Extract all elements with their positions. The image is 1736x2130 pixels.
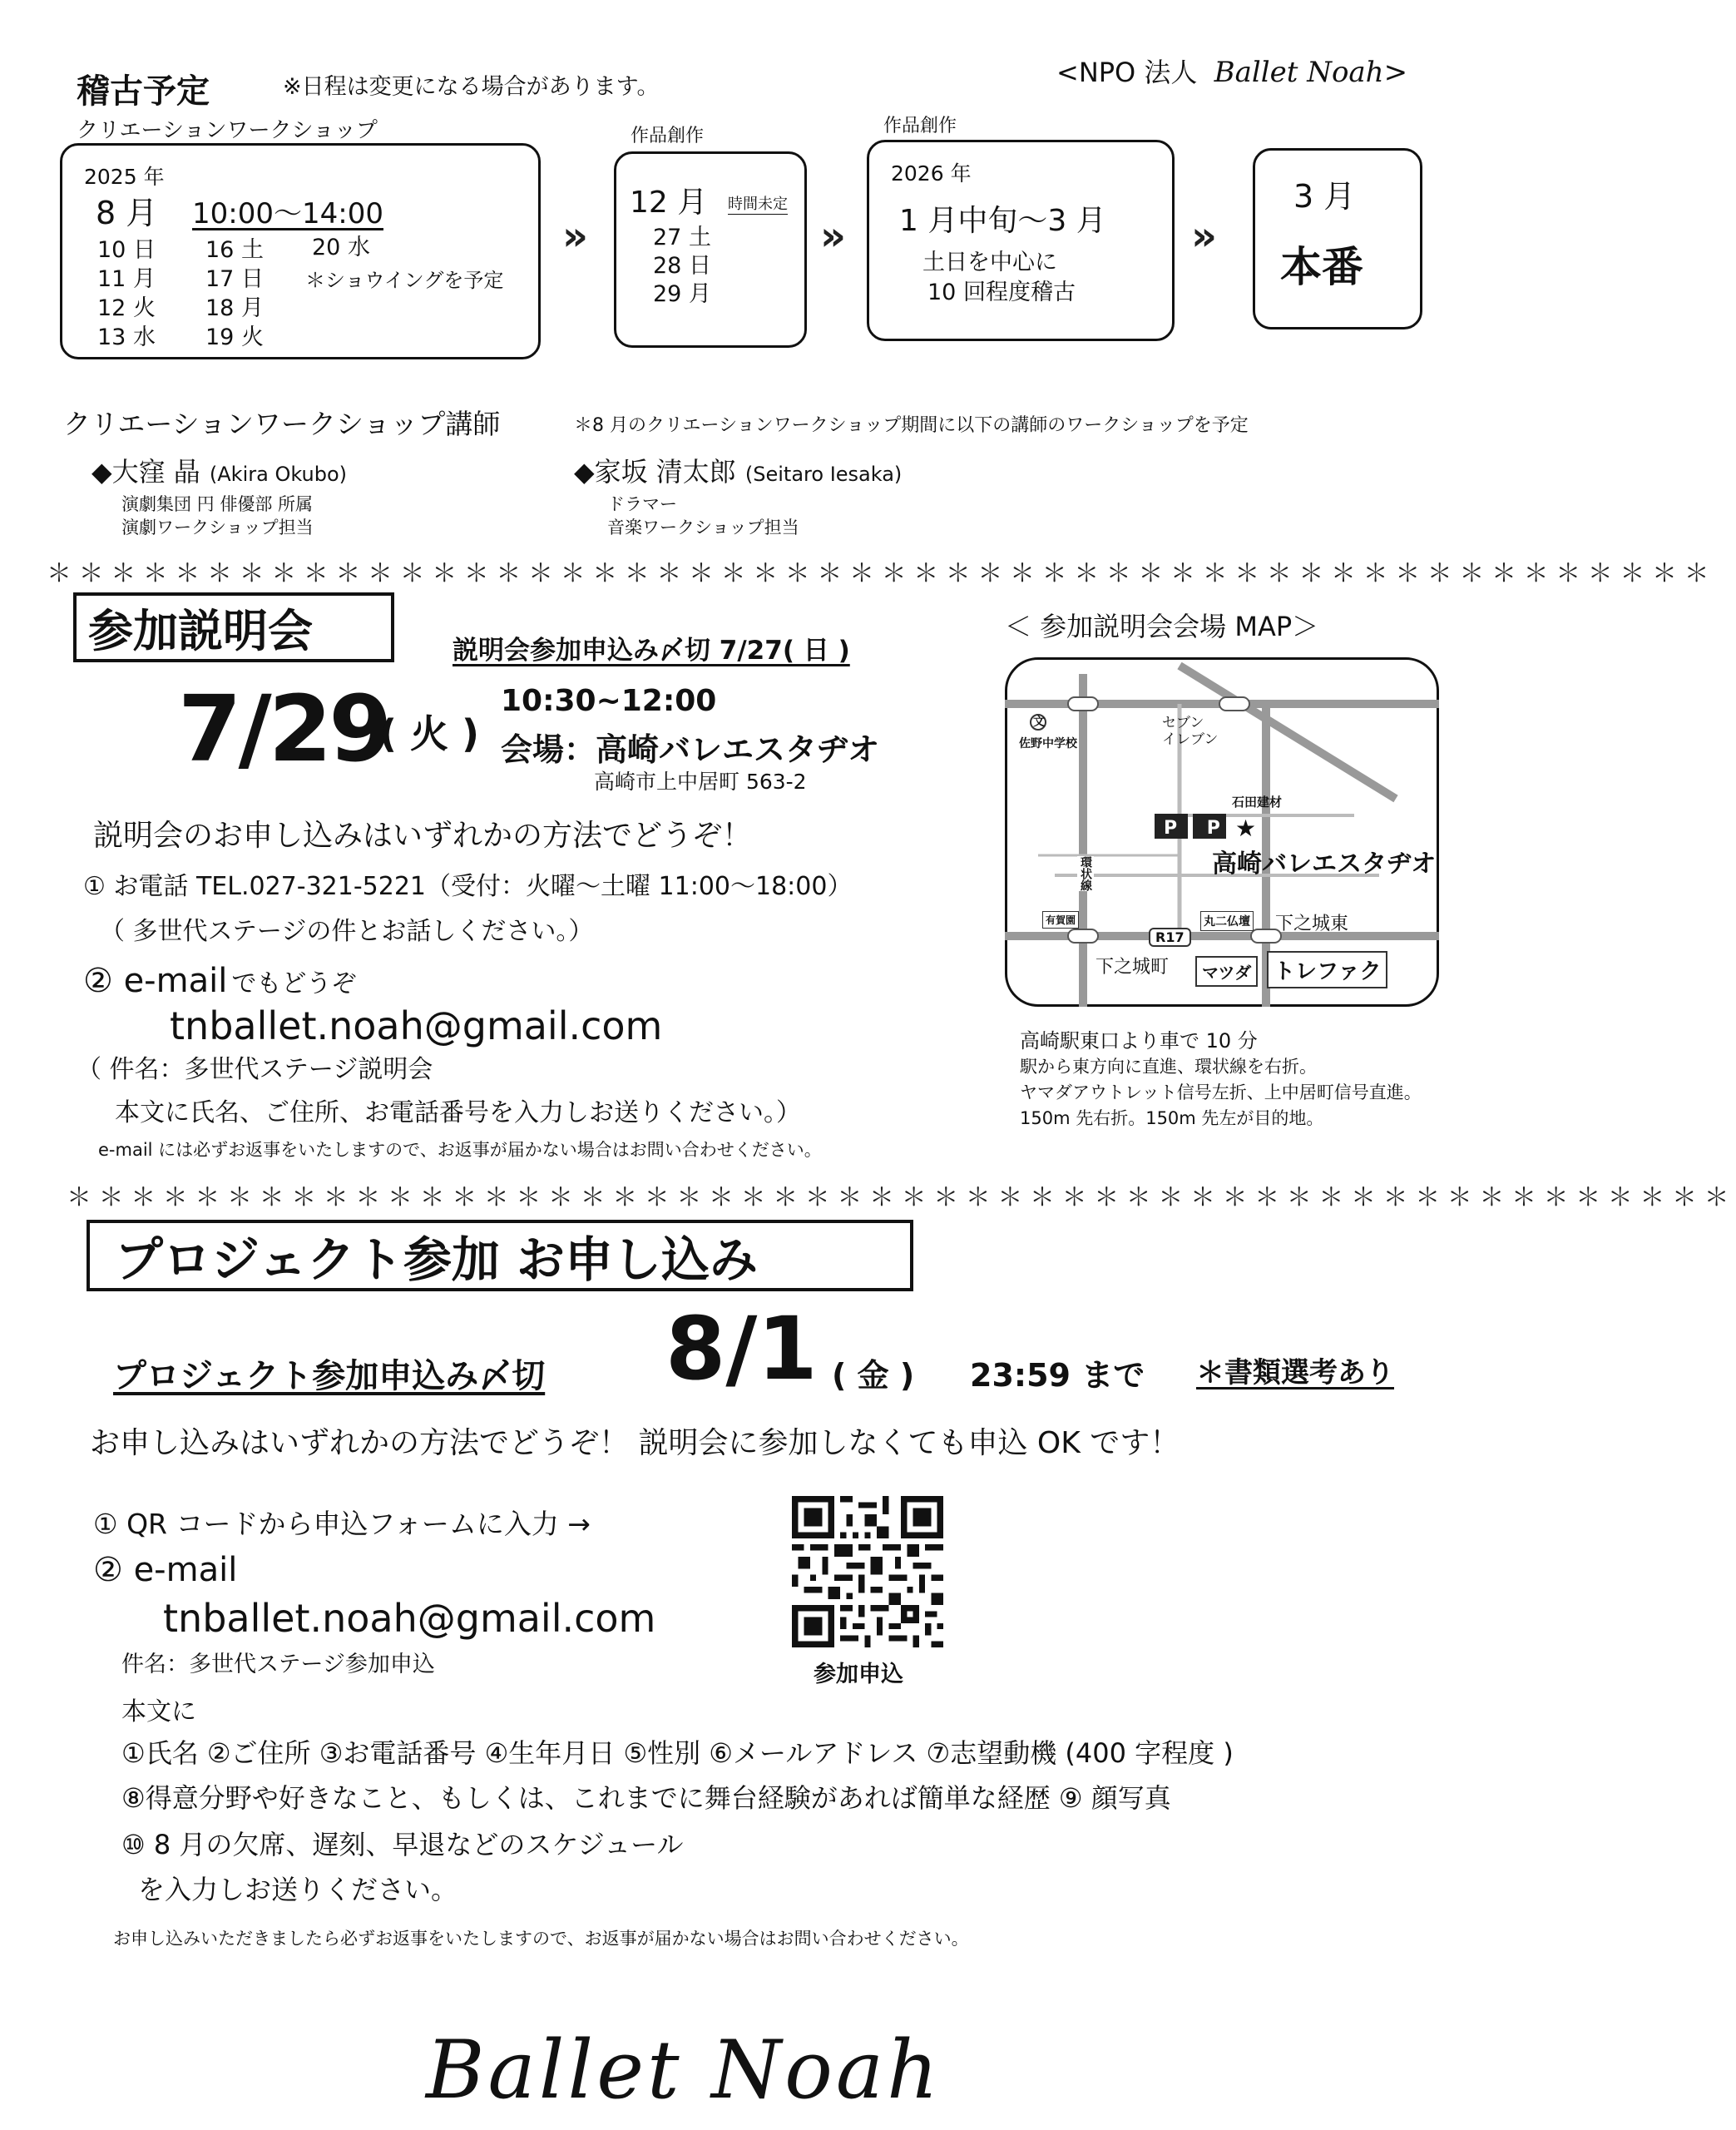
workshop-day: 18 月 [205,295,264,321]
briefing-phone-note: （ 多世代ステージの件とお話しください。） [100,917,594,946]
arrow-icon: » [562,213,577,260]
year-2026: 2026 年 [891,161,972,186]
schedule-box-december [614,151,807,348]
direction-line: ヤマダアウトレット信号左折、上中居町信号直進。 [1020,1082,1422,1102]
project-items-3: ⑩ 8 月の欠席、遅刻、早退などのスケジュール [121,1829,684,1860]
december-day: 28 日 [653,253,711,279]
map-route-17: R17 [1149,928,1191,947]
briefing-time: 10:30~12:00 [501,684,717,718]
workshop-days-col1 [97,235,156,352]
qr-caption: 参加申込 [814,1662,903,1687]
briefing-date: 7/29 [178,676,389,782]
studio-star-icon: ★ [1235,815,1257,842]
briefing-dow: ( 火 ) [379,711,480,756]
project-deadline-date: 8/1 [665,1298,818,1399]
workshop-time: 10:00～14:00 [192,197,383,230]
instructor-b [574,451,902,489]
direction-line: 150m 先右折。150m 先左が目的地。 [1020,1108,1324,1128]
performance-title: 本番 [1280,243,1363,291]
december-day: 29 月 [653,281,711,307]
schedule-notice: ※日程は変更になる場合があります。 [283,74,660,100]
project-deadline-label: プロジェクト参加申込み〆切 [113,1357,546,1395]
instructor-a-role: 演劇ワークショップ担当 [121,518,314,537]
instructor-b-roman: (Seitaro Iesaka) [744,463,903,486]
schedule-title: 稽古予定 [77,72,210,111]
rehearsal-note-2: 10 回程度稽古 [927,280,1076,305]
map-marunii: 丸二仏壇 [1200,911,1254,931]
arrow-icon: » [820,213,835,260]
creation-label-1: 作品創作 [631,126,705,146]
briefing-email[interactable]: tnballet.noah@gmail.com [170,1003,663,1048]
schedule-box-workshop [60,143,541,359]
workshop-day: 13 水 [97,324,156,350]
map-loop-road: 環状線 [1079,856,1092,891]
instructors-note: ＊8 月のクリエーションワークショップ期間に以下の講師のワークショップを予定 [574,415,1249,436]
workshop-day: 16 土 [205,237,264,263]
briefing-address: 高崎市上中居町 563-2 [594,770,807,794]
workshop-year: 2025 年 [84,165,165,189]
december-time-note: 時間未定 [728,196,788,213]
separator: ＊＊＊＊＊＊＊＊＊＊＊＊＊＊＊＊＊＊＊＊＊＊＊＊＊＊＊＊＊＊＊＊＊＊＊＊＊＊＊＊＊＊＊＊＊＊＊＊＊＊＊＊ [47,559,1717,588]
project-title: プロジェクト参加 お申し込み [87,1220,913,1291]
map-yuga: 有賀園 [1042,911,1079,929]
map-shimonojo-town: 下之城町 [1096,957,1170,978]
schedule-box-performance [1253,148,1422,329]
instructor-b-name: ◆家坂 清太郎 [574,456,736,488]
map-directions [1020,1028,1422,1132]
instructor-b-affiliation: ドラマー [607,494,677,514]
project-screening: ＊書類選考あり [1196,1356,1394,1389]
map-ishida: 石田建材 [1232,795,1283,810]
arrow-icon: » [1191,213,1206,260]
project-deadline-time: 23:59 まで [970,1357,1145,1394]
project-email[interactable]: tnballet.noah@gmail.com [163,1596,656,1641]
december-month: 12 月 [630,186,708,220]
december-days [653,224,711,309]
separator: ＊＊＊＊＊＊＊＊＊＊＊＊＊＊＊＊＊＊＊＊＊＊＊＊＊＊＊＊＊＊＊＊＊＊＊＊＊＊＊＊＊＊＊＊＊＊＊＊＊＊＊＊ [67,1183,1736,1212]
workshop-showing-note: ＊ショウイングを予定 [305,269,504,292]
briefing-subject: （ 件名：多世代ステージ説明会 [77,1055,433,1084]
december-day: 27 土 [653,225,711,250]
briefing-deadline: 説明会参加申込み〆切 7/27( 日 ) [453,636,850,666]
project-qr-line: ① QR コードから申込フォームに入力 → [93,1508,591,1540]
briefing-mail-suffix: でもどうぞ [231,969,357,998]
workshop-day: 11 月 [97,266,156,292]
briefing-reply-note: e-mail には必ずお返事をいたしますので、お返事が届かない場合はお問い合わせください。 [98,1140,822,1160]
briefing-body-note: 本文に氏名、ご住所、お電話番号を入力しお送りください。） [115,1098,801,1127]
org-header [1056,52,1407,90]
briefing-mail-line [83,962,356,1000]
workshop-month: 8 月 [96,195,158,231]
workshop-days-col2 [205,235,264,352]
project-closing: を入力しお送りください。 [138,1874,458,1905]
map-mazda: マツダ [1195,956,1258,987]
project-body-intro: 本文に [121,1697,196,1726]
instructor-a-affiliation: 演劇集団 円 俳優部 所属 [121,494,314,514]
venue-map [1005,657,1439,1007]
workshop-day: 17 日 [205,266,264,292]
project-mail-label: ② e-mail [93,1551,238,1589]
map-school: 佐野中学校 [1019,737,1077,750]
schedule-box-2026 [867,140,1175,341]
project-reply-note: お申し込みいただきましたら必ずお返事をいたしますので、お返事が届かない場合はお問い合わせください。 [113,1929,969,1949]
briefing-phone: ① お電話 TEL.027-321-5221（受付：火曜～土曜 11:00～18:00） [83,872,853,901]
project-subject: 件名：多世代ステージ参加申込 [121,1652,435,1677]
workshop-day: 19 火 [205,324,264,350]
map-parking: P P [1164,818,1232,839]
org-name: Ballet Noah> [1214,56,1408,89]
creation-label-2: 作品創作 [883,116,957,136]
workshop-label: クリエーションワークショップ [77,118,378,143]
briefing-apply-intro: 説明会のお申し込みはいずれかの方法でどうぞ！ [93,819,753,853]
workshop-day: 10 日 [97,237,156,263]
project-items-1: ①氏名 ②ご住所 ③お電話番号 ④生年月日 ⑤性別 ⑥メールアドレス ⑦志望動機 (400 字程度 ) [121,1737,1234,1769]
org-prefix: <NPO 法人 [1056,57,1198,88]
instructor-a-name: ◆大窪 晶 [91,456,200,488]
instructors-title: クリエーションワークショップ講師 [63,408,501,440]
map-seven-eleven: セブン イレブン [1162,715,1219,748]
rehearsal-note-1: 土日を中心に [922,250,1057,275]
footer-logo: Ballet Noah [426,2024,942,2117]
direction-line: 高崎駅東口より車で 10 分 [1020,1029,1258,1053]
project-intro: お申し込みはいずれかの方法でどうぞ！ 説明会に参加しなくても申込 OK です！ [90,1426,1180,1460]
map-studio: 高崎バレエスタヂオ [1212,850,1437,879]
school-icon: 文 [1033,716,1045,729]
project-items-2: ⑧得意分野や好きなこと、もしくは、これまでに舞台経験があれば簡単な経歴 ⑨ 顔写真 [121,1782,1171,1814]
rehearsal-range: 1 月中旬～3 月 [899,204,1106,238]
direction-line: 駅から東方向に直進、環状線を右折。 [1020,1057,1317,1077]
workshop-day-20: 20 水 [312,235,370,260]
project-deadline-dow: ( 金 ) [832,1357,915,1394]
map-torefak: トレファク [1267,951,1387,988]
briefing-mail-label: ② e-mail [83,962,228,1000]
briefing-title: 参加説明会 [73,592,394,662]
performance-month: 3 月 [1293,178,1356,215]
map-shimonojo-east: 下之城東 [1275,914,1349,934]
qr-code[interactable] [792,1496,943,1647]
map-title: ＜ 参加説明会会場 MAP＞ [1005,611,1319,642]
briefing-venue: 会場：高崎バレエスタヂオ [501,731,880,768]
instructor-a-roman: (Akira Okubo) [209,463,347,486]
instructor-b-role: 音楽ワークショップ担当 [607,518,799,537]
instructor-a [91,451,347,489]
workshop-day: 12 火 [97,295,156,321]
